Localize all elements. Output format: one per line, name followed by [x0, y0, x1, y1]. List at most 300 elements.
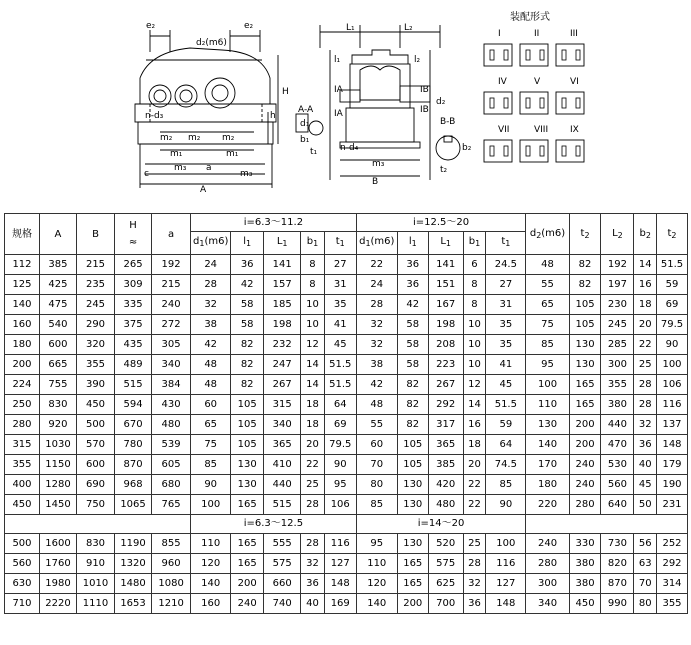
table-cell: 80 — [634, 594, 657, 614]
table-cell: 28 — [463, 554, 486, 574]
table-cell: 990 — [601, 594, 634, 614]
table-cell: 151 — [428, 275, 463, 295]
table-cell: 169 — [324, 594, 356, 614]
table-cell: 340 — [152, 355, 191, 375]
table-cell: 100 — [657, 355, 688, 375]
svg-text:m₂: m₂ — [160, 133, 173, 143]
svg-text:t₂: t₂ — [440, 165, 448, 175]
svg-text:b₂: b₂ — [462, 143, 472, 153]
table-cell: 430 — [152, 395, 191, 415]
table-cell: 240 — [526, 534, 569, 554]
table-cell: 10 — [301, 315, 325, 335]
table-cell: 292 — [657, 554, 688, 574]
svg-text:L₂: L₂ — [404, 23, 413, 33]
table-cell: 148 — [657, 435, 688, 455]
table-cell: 24.5 — [486, 255, 526, 275]
table-cell: 58 — [231, 295, 264, 315]
table-cell: 64 — [324, 395, 356, 415]
assembly-form-2 — [520, 29, 548, 66]
table-cell: 272 — [152, 315, 191, 335]
table-cell: 180 — [5, 335, 40, 355]
table-cell: 1210 — [152, 594, 191, 614]
svg-text:m₃: m₃ — [240, 169, 253, 179]
svg-text:m₁: m₁ — [170, 149, 183, 159]
assembly-form-label: IV — [498, 77, 507, 87]
table-cell: 200 — [569, 415, 601, 435]
table-cell: 27 — [486, 275, 526, 295]
table-cell: 380 — [601, 395, 634, 415]
svg-text:l₂: l₂ — [414, 55, 421, 65]
table-cell: 500 — [76, 415, 114, 435]
table-cell: 1600 — [39, 534, 76, 554]
table-cell: 420 — [428, 475, 463, 495]
table-cell: 105 — [231, 395, 264, 415]
table-cell: 560 — [5, 554, 40, 574]
table-cell: 317 — [428, 415, 463, 435]
table-cell: 105 — [231, 415, 264, 435]
table-cell: 180 — [526, 475, 569, 495]
side-view-labels — [298, 23, 472, 187]
table-cell: 489 — [115, 355, 152, 375]
table-cell: 190 — [657, 475, 688, 495]
table-cell: 36 — [301, 574, 325, 594]
svg-text:c: c — [144, 169, 149, 179]
table-cell: 100 — [486, 534, 526, 554]
header-L1b: $L_1$ — [428, 232, 463, 255]
assembly-form-1 — [484, 29, 512, 66]
table-cell: 116 — [657, 395, 688, 415]
table-row — [5, 275, 688, 295]
table-cell: 1480 — [115, 574, 152, 594]
table-cell: 665 — [39, 355, 76, 375]
assembly-shaft-mark — [562, 146, 566, 156]
table-cell: 100 — [526, 375, 569, 395]
svg-text:l₁: l₁ — [334, 55, 341, 65]
table-cell: 235 — [76, 275, 114, 295]
table-cell: 10 — [463, 355, 486, 375]
assembly-shaft-mark — [576, 50, 580, 60]
table-cell: 10 — [301, 295, 325, 315]
table-cell: 240 — [569, 455, 601, 475]
table-cell: 515 — [264, 495, 301, 515]
table-cell: 79.5 — [657, 315, 688, 335]
table-cell: 75 — [191, 435, 231, 455]
table-cell: 539 — [152, 435, 191, 455]
svg-text:B: B — [372, 177, 379, 187]
assembly-form-9 — [556, 125, 584, 162]
table-cell: 120 — [356, 574, 397, 594]
table-cell: 240 — [152, 295, 191, 315]
assembly-form-7 — [484, 125, 512, 162]
table-row — [5, 455, 688, 475]
assembly-title: 装配形式 — [510, 12, 550, 23]
table-cell: 28 — [356, 295, 397, 315]
table-cell: 470 — [601, 435, 634, 455]
table-cell: 38 — [191, 315, 231, 335]
table-cell: 58 — [397, 355, 428, 375]
table-cell: 110 — [356, 554, 397, 574]
table-cell: 315 — [5, 435, 40, 455]
svg-text:d₂: d₂ — [436, 97, 446, 107]
table-cell: 730 — [601, 534, 634, 554]
table-cell: 90 — [324, 455, 356, 475]
table-cell: 240 — [231, 594, 264, 614]
table-cell: 280 — [5, 415, 40, 435]
assembly-form-label: II — [534, 29, 540, 39]
table-cell: 480 — [152, 415, 191, 435]
table-cell: 140 — [5, 295, 40, 315]
table-row — [5, 295, 688, 315]
table-cell: 252 — [657, 534, 688, 554]
table-cell: 22 — [634, 335, 657, 355]
table-cell: 112 — [5, 255, 40, 275]
table-cell: 280 — [569, 495, 601, 515]
assembly-shaft-mark — [562, 98, 566, 108]
table-cell: 160 — [191, 594, 231, 614]
table-cell: 24 — [191, 255, 231, 275]
assembly-shaft-mark — [490, 146, 494, 156]
table-cell: 22 — [463, 475, 486, 495]
table-cell: 140 — [191, 574, 231, 594]
table-cell: 167 — [428, 295, 463, 315]
table-cell: 127 — [486, 574, 526, 594]
table-cell: 16 — [634, 275, 657, 295]
table-cell: 605 — [152, 455, 191, 475]
table-cell: 28 — [634, 395, 657, 415]
table-cell: 670 — [115, 415, 152, 435]
assembly-shaft-mark — [576, 146, 580, 156]
spec-table — [4, 213, 688, 614]
table-cell: 137 — [657, 415, 688, 435]
table-cell: 106 — [657, 375, 688, 395]
table-cell: 250 — [5, 395, 40, 415]
table-cell: 105 — [397, 455, 428, 475]
assembly-shaft-mark — [504, 50, 508, 60]
svg-text:A: A — [200, 185, 207, 195]
table-cell: 127 — [324, 554, 356, 574]
table-cell: 20 — [463, 455, 486, 475]
table-cell: 1190 — [115, 534, 152, 554]
table-cell: 80 — [356, 475, 397, 495]
table-cell: 36 — [463, 594, 486, 614]
table-cell: 1080 — [152, 574, 191, 594]
band-group1: i=6.3～12.5 — [191, 515, 357, 534]
svg-text:n-d₄: n-d₄ — [340, 143, 359, 153]
table-cell: 690 — [76, 475, 114, 495]
table-cell: 750 — [76, 495, 114, 515]
assembly-form-4 — [484, 77, 512, 114]
table-cell: 165 — [231, 554, 264, 574]
table-cell: 600 — [39, 335, 76, 355]
table-cell: 425 — [39, 275, 76, 295]
table-cell: 755 — [39, 375, 76, 395]
table-row — [5, 255, 688, 275]
table-cell: 630 — [5, 574, 40, 594]
table-cell: 165 — [397, 574, 428, 594]
table-cell: 51.5 — [324, 355, 356, 375]
table-cell: 300 — [526, 574, 569, 594]
table-cell: 125 — [5, 275, 40, 295]
table-cell: 55 — [526, 275, 569, 295]
table-cell: 100 — [191, 495, 231, 515]
svg-text:a: a — [206, 163, 212, 173]
table-cell: 82 — [569, 255, 601, 275]
table-cell: 380 — [569, 554, 601, 574]
header-H: H ≈ — [115, 214, 152, 255]
table-cell: 855 — [152, 534, 191, 554]
table-cell: 85 — [191, 455, 231, 475]
header-row-1 — [5, 214, 688, 232]
table-cell: 12 — [463, 375, 486, 395]
assembly-form-label: IX — [570, 125, 579, 135]
table-cell: 450 — [5, 495, 40, 515]
table-cell: 625 — [428, 574, 463, 594]
table-cell: 20 — [634, 315, 657, 335]
assembly-form-label: III — [570, 29, 578, 39]
table-cell: 28 — [301, 534, 325, 554]
table-row — [5, 554, 688, 574]
table-cell: 14 — [634, 255, 657, 275]
table-cell: 31 — [324, 275, 356, 295]
table-cell: 355 — [657, 594, 688, 614]
table-cell: 56 — [634, 534, 657, 554]
table-cell: 380 — [569, 574, 601, 594]
table-cell: 8 — [301, 255, 325, 275]
table-cell: 780 — [115, 435, 152, 455]
table-cell: 355 — [76, 355, 114, 375]
header-t1: $t_1$ — [324, 232, 356, 255]
table-cell: 335 — [115, 295, 152, 315]
table-cell: 116 — [486, 554, 526, 574]
assembly-shaft-mark — [540, 146, 544, 156]
table-row — [5, 435, 688, 455]
table-cell: 48 — [526, 255, 569, 275]
svg-text:m₁: m₁ — [226, 149, 239, 159]
table-cell: 740 — [264, 594, 301, 614]
assembly-shaft-mark — [490, 50, 494, 60]
table-cell: 130 — [397, 475, 428, 495]
table-cell: 355 — [5, 455, 40, 475]
table-cell: 36 — [634, 435, 657, 455]
table-cell: 680 — [152, 475, 191, 495]
table-cell: 55 — [356, 415, 397, 435]
table-cell: 59 — [486, 415, 526, 435]
assembly-form-label: VIII — [534, 125, 549, 135]
table-cell: 870 — [601, 574, 634, 594]
table-row — [5, 475, 688, 495]
assembly-form-6 — [556, 77, 584, 114]
table-cell: 292 — [428, 395, 463, 415]
table-cell: 45 — [486, 375, 526, 395]
table-cell: 58 — [231, 315, 264, 335]
table-cell: 710 — [5, 594, 40, 614]
header-d1: $d_1(m6)$ — [191, 232, 231, 255]
table-cell: 70 — [356, 455, 397, 475]
table-cell: 32 — [301, 554, 325, 574]
table-cell: 179 — [657, 455, 688, 475]
table-cell: 224 — [5, 375, 40, 395]
table-cell: 140 — [526, 435, 569, 455]
table-cell: 765 — [152, 495, 191, 515]
table-cell: 38 — [356, 355, 397, 375]
table-cell: 435 — [115, 335, 152, 355]
table-cell: 208 — [428, 335, 463, 355]
svg-text:m₃: m₃ — [372, 159, 385, 169]
table-cell: 79.5 — [324, 435, 356, 455]
table-cell: 105 — [397, 435, 428, 455]
table-cell: 8 — [463, 275, 486, 295]
table-cell: 365 — [428, 435, 463, 455]
table-cell: 75 — [526, 315, 569, 335]
assembly-shaft-mark — [540, 50, 544, 60]
table-cell: 6 — [463, 255, 486, 275]
band-empty — [526, 515, 688, 534]
table-cell: 1280 — [39, 475, 76, 495]
table-cell: 480 — [428, 495, 463, 515]
header-b1b: $b_1$ — [463, 232, 486, 255]
table-cell: 48 — [191, 375, 231, 395]
header-t2: $t_2$ — [569, 214, 601, 255]
table-cell: 165 — [569, 375, 601, 395]
table-cell: 27 — [324, 255, 356, 275]
table-cell: 200 — [231, 574, 264, 594]
table-cell: 82 — [397, 375, 428, 395]
table-cell: 450 — [569, 594, 601, 614]
table-cell: 245 — [76, 295, 114, 315]
header-A: A — [39, 214, 76, 255]
table-cell: 51.5 — [657, 255, 688, 275]
assembly-form-3 — [556, 29, 584, 66]
table-cell: 223 — [428, 355, 463, 375]
table-row — [5, 355, 688, 375]
table-cell: 197 — [601, 275, 634, 295]
table-cell: 1010 — [76, 574, 114, 594]
table-cell: 24 — [356, 275, 397, 295]
table-cell: 165 — [569, 395, 601, 415]
svg-text:m₂: m₂ — [188, 133, 201, 143]
table-cell: 314 — [657, 574, 688, 594]
band-empty — [5, 515, 191, 534]
table-cell: 36 — [231, 255, 264, 275]
table-cell: 1320 — [115, 554, 152, 574]
table-cell: 400 — [5, 475, 40, 495]
table-cell: 22 — [301, 455, 325, 475]
table-cell: 570 — [76, 435, 114, 455]
table-cell: 220 — [526, 495, 569, 515]
table-cell: 1150 — [39, 455, 76, 475]
svg-text:e₂: e₂ — [244, 21, 254, 31]
svg-text:IB: IB — [420, 85, 429, 95]
table-cell: 285 — [601, 335, 634, 355]
table-cell: 870 — [115, 455, 152, 475]
header-group1: i=6.3～11.2 — [191, 214, 357, 232]
table-cell: 14 — [463, 395, 486, 415]
table-cell: 74.5 — [486, 455, 526, 475]
table-cell: 300 — [601, 355, 634, 375]
table-row — [5, 395, 688, 415]
table-cell: 240 — [569, 475, 601, 495]
table-cell: 50 — [634, 495, 657, 515]
header-a: a — [152, 214, 191, 255]
table-cell: 315 — [264, 395, 301, 415]
svg-text:b₁: b₁ — [300, 135, 310, 145]
header-B: B — [76, 214, 114, 255]
table-cell: 1065 — [115, 495, 152, 515]
table-cell: 130 — [231, 455, 264, 475]
table-cell: 8 — [463, 295, 486, 315]
assembly-form-label: I — [498, 29, 501, 39]
table-cell: 130 — [526, 415, 569, 435]
table-cell: 1450 — [39, 495, 76, 515]
table-cell: 600 — [76, 455, 114, 475]
table-cell: 440 — [601, 415, 634, 435]
table-cell: 305 — [152, 335, 191, 355]
svg-text:m₂: m₂ — [222, 133, 235, 143]
table-cell: 105 — [569, 315, 601, 335]
table-cell: 20 — [301, 435, 325, 455]
table-cell: 95 — [356, 534, 397, 554]
table-cell: 185 — [264, 295, 301, 315]
table-cell: 290 — [76, 315, 114, 335]
table-cell: 45 — [634, 475, 657, 495]
reducer-drawings — [0, 0, 691, 212]
header-t1b: $t_1$ — [486, 232, 526, 255]
table-cell: 165 — [231, 495, 264, 515]
table-cell: 110 — [526, 395, 569, 415]
table-cell: 820 — [601, 554, 634, 574]
table-cell: 90 — [657, 335, 688, 355]
table-cell: 45 — [324, 335, 356, 355]
table-cell: 920 — [39, 415, 76, 435]
table-cell: 384 — [152, 375, 191, 395]
table-cell: 106 — [324, 495, 356, 515]
table-cell: 105 — [569, 295, 601, 315]
table-cell: 82 — [569, 275, 601, 295]
table-cell: 140 — [356, 594, 397, 614]
table-cell: 32 — [356, 335, 397, 355]
table-cell: 82 — [397, 395, 428, 415]
table-cell: 63 — [634, 554, 657, 574]
table-cell: 520 — [428, 534, 463, 554]
table-cell: 31 — [486, 295, 526, 315]
table-cell: 42 — [191, 335, 231, 355]
table-cell: 200 — [5, 355, 40, 375]
table-cell: 51.5 — [324, 375, 356, 395]
table-cell: 18 — [301, 395, 325, 415]
table-cell: 82 — [231, 375, 264, 395]
table-cell: 22 — [463, 495, 486, 515]
table-cell: 375 — [115, 315, 152, 335]
table-cell: 340 — [264, 415, 301, 435]
table-cell: 215 — [152, 275, 191, 295]
table-cell: 165 — [231, 534, 264, 554]
table-cell: 40 — [301, 594, 325, 614]
table-cell: 280 — [526, 554, 569, 574]
table-cell: 555 — [264, 534, 301, 554]
table-cell: 309 — [115, 275, 152, 295]
table-cell: 69 — [324, 415, 356, 435]
table-cell: 157 — [264, 275, 301, 295]
table-cell: 8 — [301, 275, 325, 295]
table-cell: 28 — [301, 495, 325, 515]
table-cell: 450 — [76, 395, 114, 415]
header-l1: $l_1$ — [231, 232, 264, 255]
table-cell: 130 — [569, 335, 601, 355]
table-cell: 365 — [264, 435, 301, 455]
table-cell: 85 — [486, 475, 526, 495]
table-cell: 320 — [76, 335, 114, 355]
table-cell: 42 — [356, 375, 397, 395]
